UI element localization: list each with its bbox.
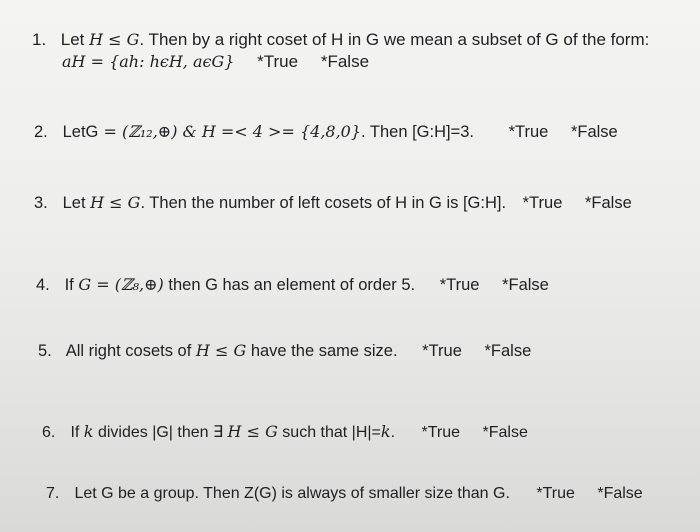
true-option[interactable]: *True [257, 52, 299, 71]
question-4 [36, 275, 549, 295]
question-text: LetG [62, 123, 99, 141]
question-5 [38, 341, 531, 361]
question-6 [42, 422, 528, 442]
question-text: divides |G| then ∃ [93, 424, 224, 441]
question-text: have the same size. [246, 342, 398, 360]
math-expression: H ≤ G [195, 341, 247, 360]
false-option[interactable]: *False [570, 123, 618, 141]
math-expression: H ≤ G [89, 30, 140, 49]
question-number: 7. [46, 485, 60, 502]
question-text: . [390, 424, 396, 441]
true-option[interactable]: *True [422, 342, 462, 360]
question-text: . Then by a right coset of H in G we mean a subset of G of the form: [139, 30, 650, 49]
math-expression: H ≤ G [227, 422, 278, 441]
question-number: 6. [42, 424, 56, 441]
question-1 [32, 30, 649, 50]
question-3 [34, 193, 632, 213]
math-expression: H ≤ G [90, 193, 141, 212]
question-text: such that |H|= [277, 424, 381, 441]
false-option[interactable]: *False [484, 342, 532, 360]
true-option[interactable]: *True [508, 123, 549, 141]
question-text: If [70, 424, 80, 441]
question-2 [34, 122, 618, 142]
question-number: 1. [32, 30, 47, 49]
math-expression: G = (ℤ₈,⊕) [78, 275, 164, 294]
false-option[interactable]: *False [597, 485, 643, 502]
question-7 [46, 485, 643, 503]
question-text: Let [60, 30, 85, 49]
question-1-line2 [62, 52, 369, 72]
question-text: All right cosets of [65, 342, 192, 360]
false-option[interactable]: *False [320, 52, 370, 71]
false-option[interactable]: *False [584, 194, 632, 212]
question-text: If [64, 276, 74, 294]
math-expression: aH = {ah: hϵH, aϵG} [62, 52, 235, 71]
question-text: . Then the number of left cosets of H in G is [G:H]. [140, 194, 507, 212]
true-option[interactable]: *True [522, 194, 563, 212]
question-number: 5. [38, 342, 52, 360]
true-option[interactable]: *True [421, 424, 461, 441]
question-number: 2. [34, 123, 48, 141]
false-option[interactable]: *False [482, 424, 528, 441]
question-text: then G has an element of order 5. [163, 276, 416, 294]
question-text: Let [62, 194, 86, 212]
true-option[interactable]: *True [536, 485, 575, 502]
question-text: Let G be a group. Then Z(G) is always of smaller size than G. [74, 485, 510, 502]
false-option[interactable]: *False [502, 276, 549, 294]
math-expression: = (ℤ₁₂,⊕) & H =< 4 >= {4,8,0} [98, 122, 362, 141]
question-number: 4. [36, 276, 50, 294]
math-expression: k [83, 422, 94, 441]
true-option[interactable]: *True [439, 276, 480, 294]
question-number: 3. [34, 194, 48, 212]
math-expression: k [380, 422, 391, 441]
question-text: . Then [G:H]=3. [361, 123, 474, 141]
